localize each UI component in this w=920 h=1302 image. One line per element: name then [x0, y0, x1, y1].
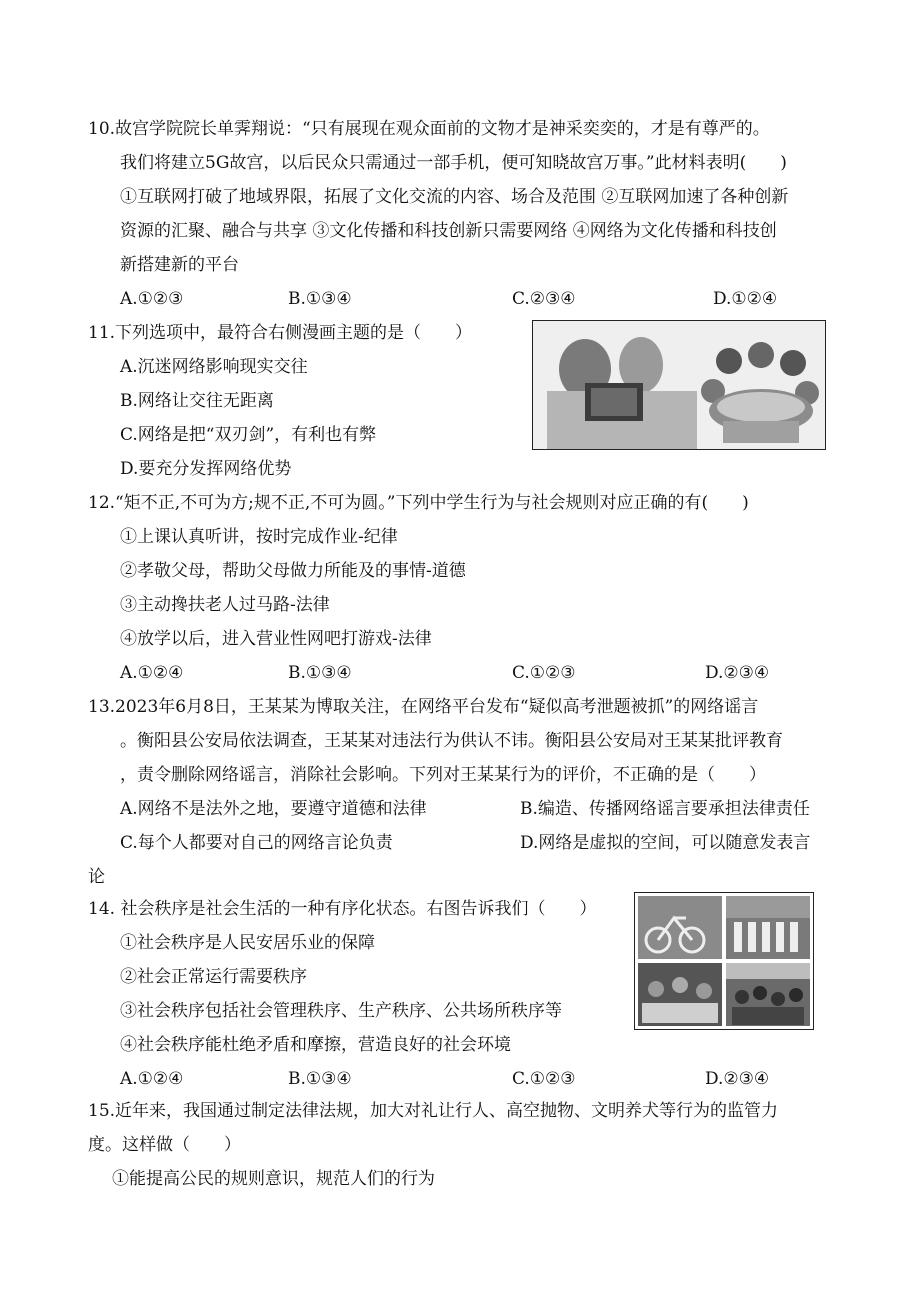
q12-statement-3: ③主动搀扶老人过马路-法律: [120, 595, 330, 615]
q10-option-a[interactable]: A.①②③: [120, 289, 184, 309]
students-icon: [638, 963, 722, 1026]
q10-option-c[interactable]: C.②③④: [512, 289, 576, 309]
q11-stem: 11.下列选项中，最符合右侧漫画主题的是（ ）: [88, 323, 473, 343]
q15-stem-line1: 15.近年来，我国通过制定法律法规，加大对礼让行人、高空抛物、文明养犬等行为的监管力: [88, 1101, 779, 1121]
q12-statement-2: ②孝敬父母，帮助父母做力所能及的事情-道德: [120, 561, 466, 581]
q14-option-c[interactable]: C.①②③: [512, 1069, 576, 1089]
q15-stem-line2: 度。这样做（ ）: [88, 1135, 241, 1155]
q14-option-a[interactable]: A.①②④: [120, 1069, 184, 1089]
q14-statement-1: ①社会秩序是人民安居乐业的保障: [120, 933, 375, 953]
q13-stem-line3: ，责令删除网络谣言，消除社会影响。下列对王某某行为的评价，不正确的是（ ）: [120, 765, 766, 785]
classroom-photo: [638, 963, 722, 1026]
q13-option-a[interactable]: A.网络不是法外之地，要遵守道德和法律: [120, 799, 427, 819]
q14-photo-collage: [634, 892, 814, 1030]
q14-stem: 14. 社会秩序是社会生活的一种有序化状态。右图告诉我们（ ）: [88, 899, 597, 919]
q12-stem: 12.“矩不正,不可为方;规不正,不可为圆。”下列中学生行为与社会规则对应正确的有( ): [88, 493, 749, 513]
q10-stem-line2: 我们将建立5G故宫，以后民众只需通过一部手机，便可知晓故宫万事。”此材料表明( ): [120, 153, 787, 173]
q14-statement-4: ④社会秩序能杜绝矛盾和摩擦，营造良好的社会环境: [120, 1035, 511, 1055]
q10-statement-line1: ①互联网打破了地域界限，拓展了文化交流的内容、场合及范围 ②互联网加速了各种创新: [120, 187, 789, 207]
people-line-icon: [726, 896, 810, 959]
q11-comic-image: [532, 320, 826, 450]
q13-stem-line2: 。衡阳县公安局依法调查，王某某对违法行为供认不讳。衡阳县公安局对王某某批评教育: [120, 731, 783, 751]
q11-option-d[interactable]: D.要充分发挥网络优势: [120, 459, 292, 479]
q13-stem-line1: 13.2023年6月8日，王某某为博取关注，在网络平台发布“疑似高考泄题被抓”的网络谣言: [88, 697, 759, 717]
q13-option-d[interactable]: D.网络是虚拟的空间，可以随意发表言: [520, 833, 811, 853]
q11-option-b[interactable]: B.网络让交往无距离: [120, 391, 274, 411]
crowd-icon: [726, 963, 810, 1026]
q10-statement-line2: 资源的汇聚、融合与共享 ③文化传播和科技创新只需要网络 ④网络为文化传播和科技创: [120, 221, 777, 241]
q12-option-c[interactable]: C.①②③: [512, 663, 576, 683]
bicycles-photo: [638, 896, 722, 959]
bicycle-icon: [638, 896, 722, 959]
q12-option-b[interactable]: B.①③④: [288, 663, 352, 683]
comic-drawing: [533, 321, 825, 449]
q13-option-c[interactable]: C.每个人都要对自己的网络言论负责: [120, 833, 393, 853]
q14-option-b[interactable]: B.①③④: [288, 1069, 352, 1089]
q13-option-d-continued: 论: [88, 867, 105, 887]
q12-statement-1: ①上课认真听讲，按时完成作业-纪律: [120, 527, 398, 547]
q12-statement-4: ④放学以后，进入营业性网吧打游戏-法律: [120, 629, 432, 649]
q10-option-b[interactable]: B.①③④: [288, 289, 352, 309]
q11-option-c[interactable]: C.网络是把“双刃剑”，有利也有弊: [120, 425, 377, 445]
queue-photo: [726, 896, 810, 959]
q13-option-b[interactable]: B.编造、传播网络谣言要承担法律责任: [520, 799, 810, 819]
q10-option-d[interactable]: D.①②④: [713, 289, 778, 309]
q15-statement-1: ①能提高公民的规则意识，规范人们的行为: [112, 1169, 435, 1189]
q11-option-a[interactable]: A.沉迷网络影响现实交往: [120, 357, 308, 377]
q14-statement-3: ③社会秩序包括社会管理秩序、生产秩序、公共场所秩序等: [120, 1001, 562, 1021]
q10-stem-line1: 10.故宫学院院长单霁翔说：“只有展现在观众面前的文物才是神采奕奕的，才是有尊严的。: [88, 119, 770, 139]
q10-statement-line3: 新搭建新的平台: [120, 255, 239, 275]
market-photo: [726, 963, 810, 1026]
q12-option-a[interactable]: A.①②④: [120, 663, 184, 683]
q12-option-d[interactable]: D.②③④: [705, 663, 770, 683]
q14-option-d[interactable]: D.②③④: [705, 1069, 770, 1089]
q14-statement-2: ②社会正常运行需要秩序: [120, 967, 307, 987]
